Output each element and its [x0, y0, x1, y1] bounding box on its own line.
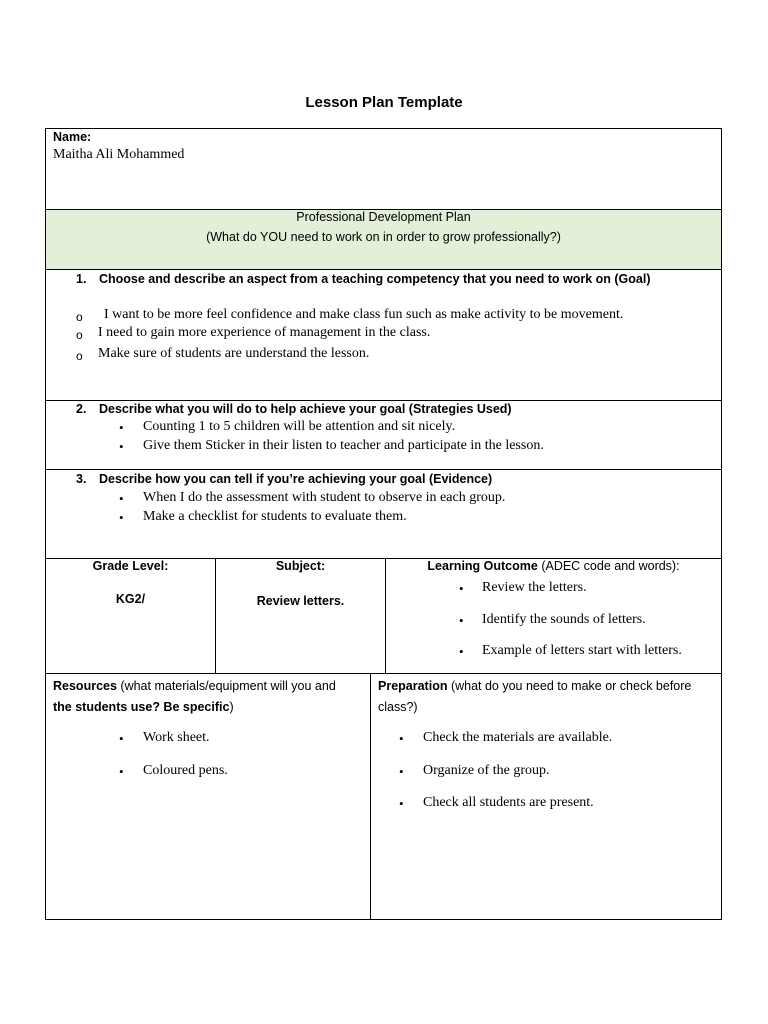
name-label: Name: [53, 130, 92, 144]
evidence-heading: Describe how you can tell if you’re achieving your goal (Evidence) [99, 472, 493, 486]
resources-label-line2: the students use? Be specific [53, 700, 230, 714]
resources-bullet: • [119, 731, 124, 746]
name-row [46, 129, 721, 209]
resources-bullet: • [119, 764, 124, 779]
page-title: Lesson Plan Template [305, 94, 463, 111]
outcome-bullet: • [459, 613, 464, 628]
preparation-label-rest: (what do you need to make or check before [447, 679, 692, 693]
goal-item: I need to gain more experience of management in the class. [98, 325, 431, 340]
grade-label: Grade Level: [92, 559, 169, 573]
goal-item-marker: o [76, 349, 83, 363]
resources-item: Coloured pens. [143, 763, 228, 778]
goal-item-marker: o [76, 310, 83, 324]
preparation-bullet: • [399, 731, 404, 746]
resources-label [53, 676, 368, 718]
strategies-item: Counting 1 to 5 children will be attention and sit nicely. [143, 419, 456, 434]
resources-cell [46, 674, 370, 919]
grade-value: KG2/ [115, 592, 146, 606]
subject-cell [215, 559, 385, 673]
evidence-bullet: • [119, 491, 124, 506]
goal-item: I want to be more feel confidence and make class fun such as make activity to be movement. [104, 307, 624, 322]
strategies-heading: Describe what you will do to help achieve your goal (Strategies Used) [99, 402, 512, 416]
outcome-bullet: • [459, 581, 464, 596]
outcome-item: Identify the sounds of letters. [482, 612, 646, 627]
resources-preparation-row [46, 673, 721, 919]
grade-cell [46, 559, 215, 673]
preparation-label-line2: class?) [378, 700, 418, 714]
goal-item-marker: o [76, 328, 83, 342]
strategies-number: 2. [76, 402, 87, 416]
subject-label: Subject: [275, 559, 326, 573]
evidence-bullet: • [119, 510, 124, 525]
resources-label-bold: Resources [53, 679, 117, 693]
subject-value: Review letters. [256, 594, 345, 608]
goal-item: Make sure of students are understand the lesson. [98, 346, 370, 361]
outcome-bullet: • [459, 644, 464, 659]
preparation-bullet: • [399, 796, 404, 811]
strategies-item: Give them Sticker in their listen to teacher and participate in the lesson. [143, 438, 544, 453]
pdp-subheading: (What do YOU need to work on in order to grow professionally?) [206, 230, 561, 244]
pdp-header-row [46, 209, 721, 269]
lesson-plan-table [45, 128, 722, 920]
outcome-label [386, 559, 721, 573]
resources-label-rest: (what materials/equipment will you and [116, 679, 336, 693]
evidence-row [46, 469, 721, 558]
resources-label-line2-rest: ) [229, 700, 234, 714]
preparation-item: Organize of the group. [423, 763, 550, 778]
evidence-item: When I do the assessment with student to observe in each group. [143, 490, 506, 505]
resources-item: Work sheet. [143, 730, 210, 745]
outcome-label-rest: (ADEC code and words): [537, 559, 680, 573]
lesson-info-row [46, 558, 721, 673]
outcome-item: Review the letters. [482, 580, 587, 595]
goal-number: 1. [76, 272, 87, 286]
preparation-item: Check the materials are available. [423, 730, 613, 745]
outcome-label-bold: Learning Outcome [427, 559, 538, 573]
strategies-row [46, 400, 721, 469]
name-value: Maitha Ali Mohammed [53, 147, 185, 162]
preparation-item: Check all students are present. [423, 795, 594, 810]
goal-heading: Choose and describe an aspect from a teaching competency that you need to work on (Goal) [99, 272, 651, 286]
outcome-cell [385, 559, 721, 673]
strategies-bullet: • [119, 439, 124, 454]
preparation-label [378, 676, 718, 718]
evidence-number: 3. [76, 472, 87, 486]
preparation-label-bold: Preparation [378, 679, 448, 693]
evidence-item: Make a checklist for students to evaluate them. [143, 509, 407, 524]
goal-row [46, 269, 721, 400]
strategies-bullet: • [119, 420, 124, 435]
preparation-cell [370, 674, 721, 919]
outcome-item: Example of letters start with letters. [482, 643, 682, 658]
preparation-bullet: • [399, 764, 404, 779]
pdp-heading: Professional Development Plan [296, 210, 471, 224]
